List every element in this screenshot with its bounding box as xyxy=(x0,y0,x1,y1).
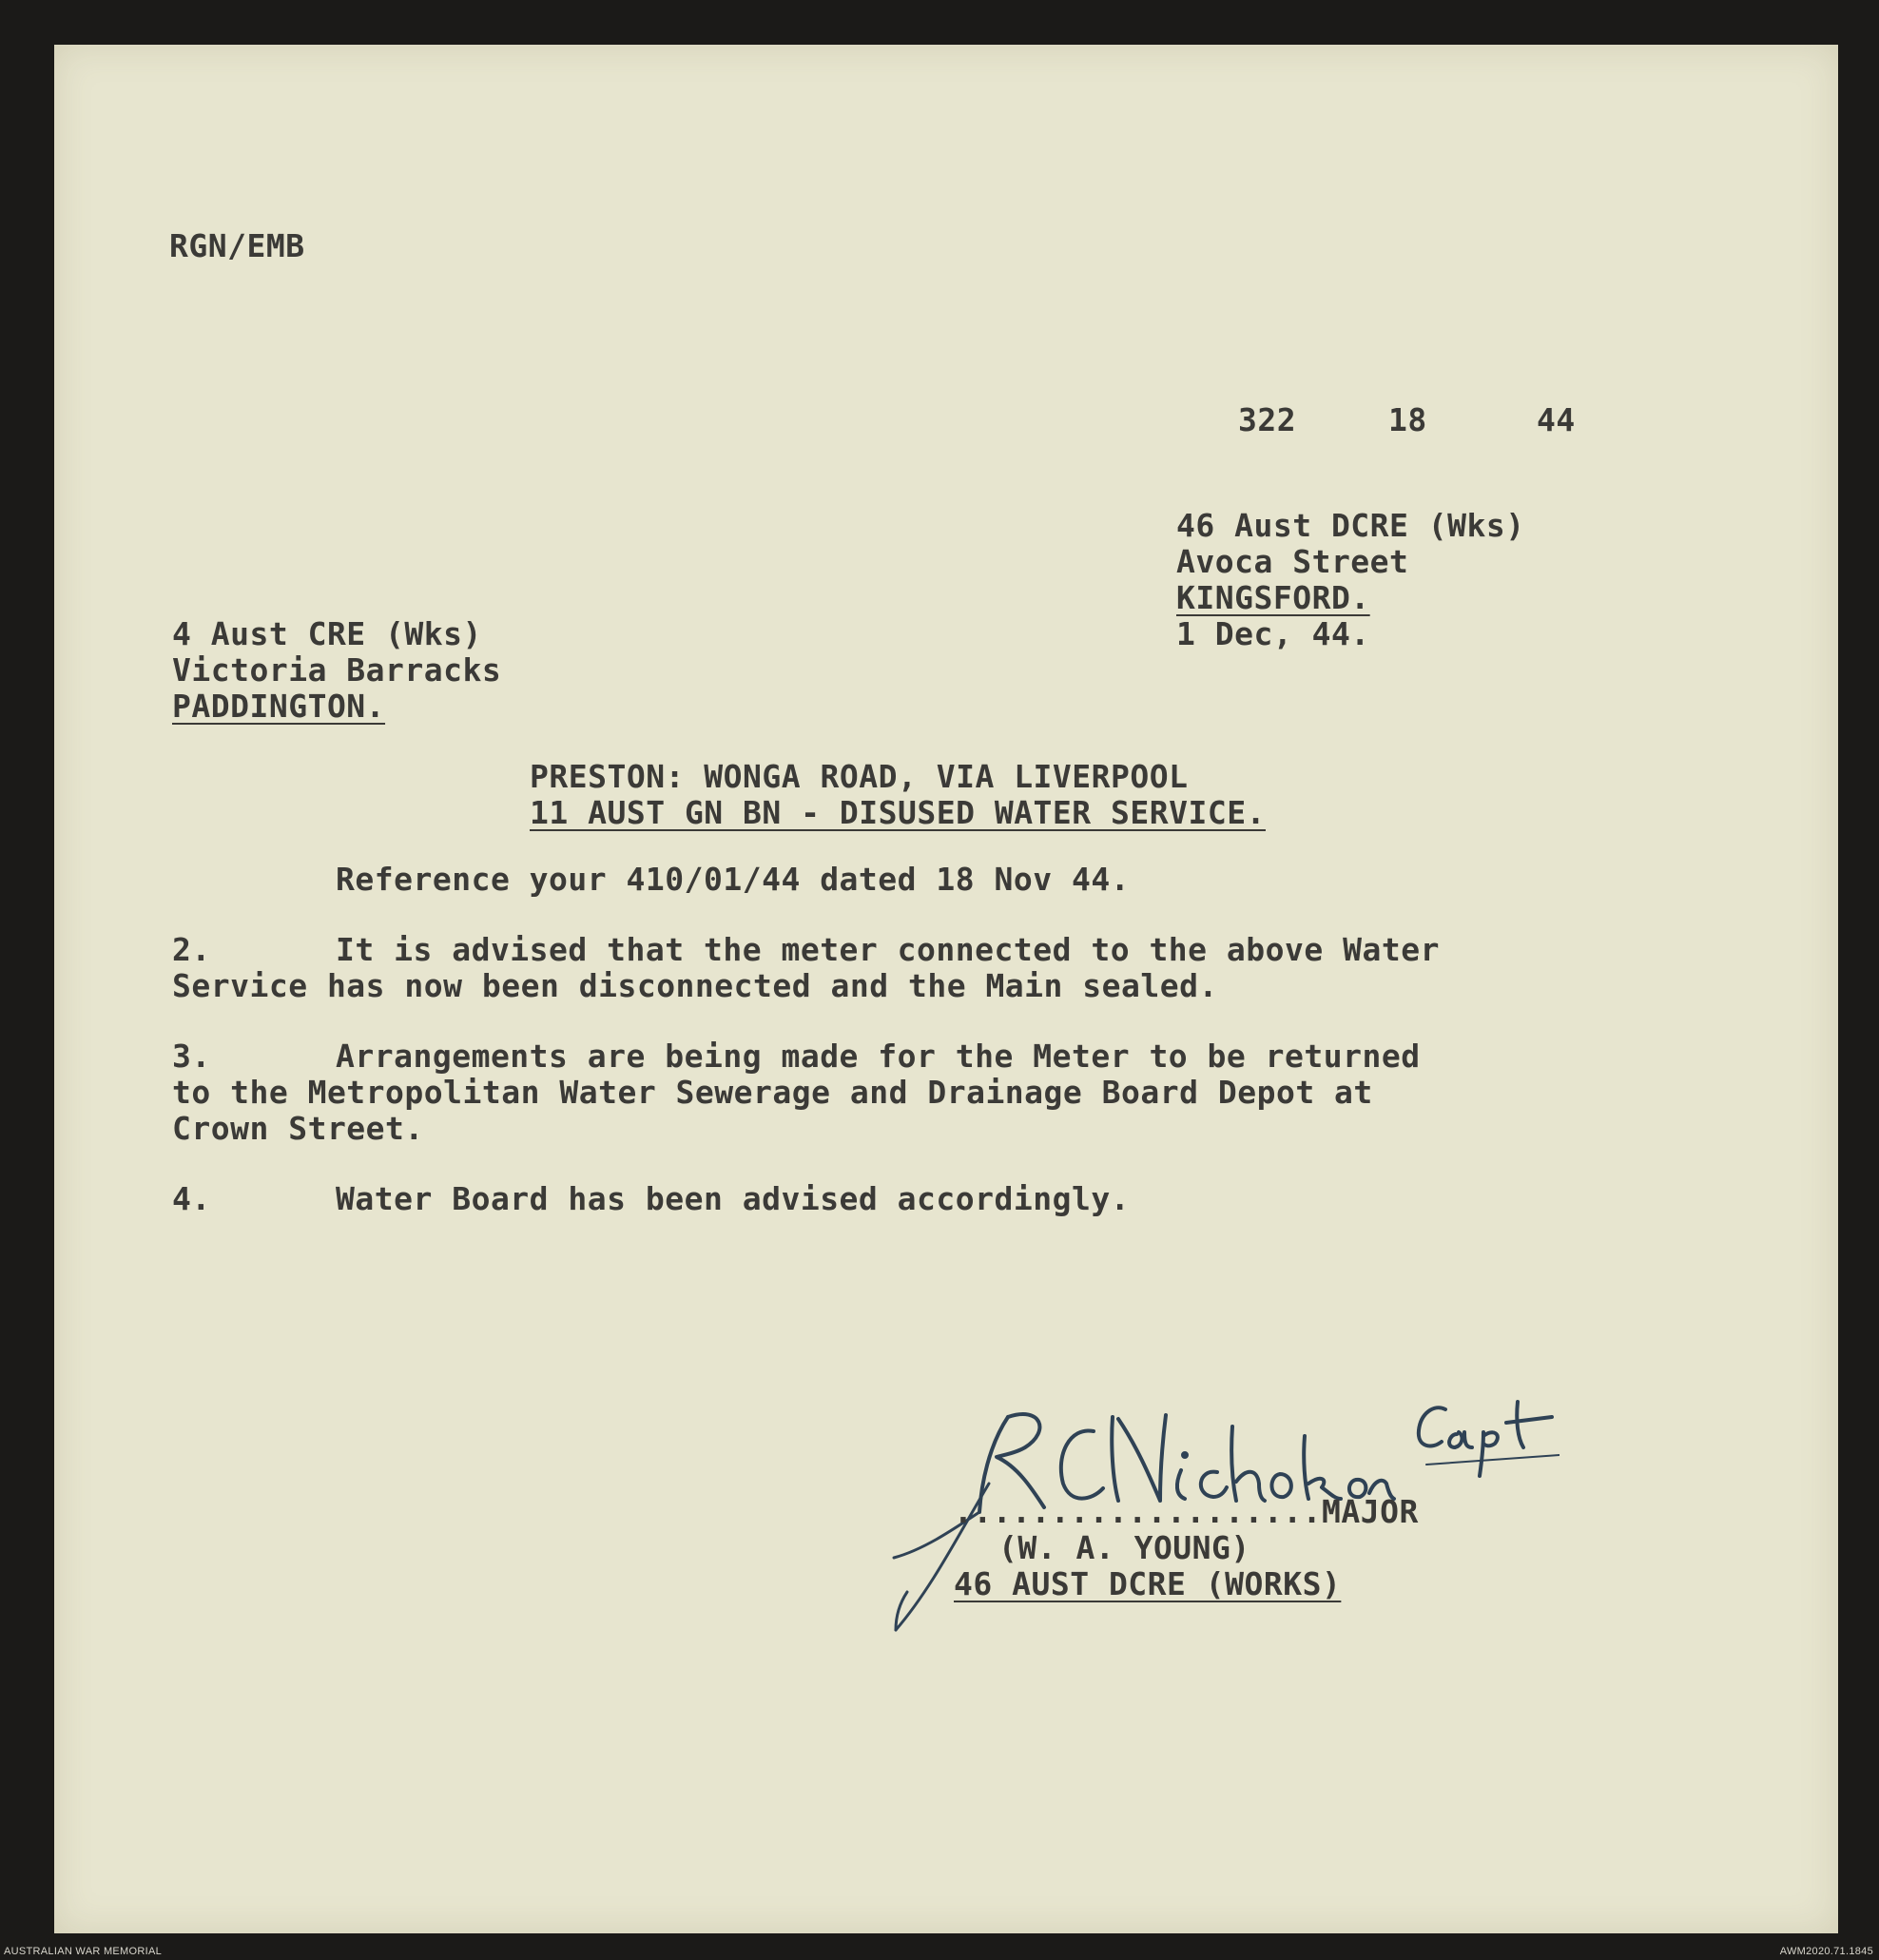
paragraph-4 xyxy=(172,1181,1560,1217)
paragraph-line: Water Board has been advised accordingly. xyxy=(336,1180,1131,1217)
subject-line: 11 AUST GN BN - DISUSED WATER SERVICE. xyxy=(530,794,1266,831)
file-number-part: 18 xyxy=(1388,401,1427,438)
paragraph-2-cont xyxy=(172,968,1560,1004)
paragraph-number: 4. xyxy=(172,1180,211,1217)
paragraph-3-cont xyxy=(172,1111,1560,1147)
paragraph-3 xyxy=(172,1038,1560,1075)
sender-line: 46 Aust DCRE (Wks) xyxy=(1176,507,1525,544)
file-number-part: 44 xyxy=(1537,401,1576,438)
sender-line: Avoca Street xyxy=(1176,543,1409,580)
paragraph-line: Reference your 410/01/44 dated 18 Nov 44. xyxy=(336,861,1131,898)
paragraph-line: Arrangements are being made for the Meter to be returned xyxy=(336,1038,1421,1075)
recipient-line: Victoria Barracks xyxy=(172,651,502,689)
sender-line: KINGSFORD. xyxy=(1176,579,1370,616)
file-number-part: 322 xyxy=(1238,401,1297,438)
signatory-name: (W. A. YOUNG) xyxy=(998,1529,1250,1566)
letter-date: 1 Dec, 44. xyxy=(1176,615,1370,652)
signatory-unit: 46 AUST DCRE (WORKS) xyxy=(954,1565,1342,1602)
paragraph-line: Crown Street. xyxy=(172,1110,424,1147)
paragraph-2 xyxy=(172,932,1560,968)
subject-line: PRESTON: WONGA ROAD, VIA LIVERPOOL xyxy=(530,758,1189,795)
paragraph-line: to the Metropolitan Water Sewerage and Drainage Board Depot at xyxy=(172,1074,1373,1111)
paragraph-1 xyxy=(172,862,1560,898)
footer-left: AUSTRALIAN WAR MEMORIAL xyxy=(4,1946,163,1957)
paragraph-number: 2. xyxy=(172,931,211,968)
reference-initials: RGN/EMB xyxy=(169,227,305,264)
paragraph-line: Service has now been disconnected and the Main sealed. xyxy=(172,967,1218,1004)
paragraph-line: It is advised that the meter connected to the above Water xyxy=(336,931,1440,968)
paragraph-number: 3. xyxy=(172,1038,211,1075)
recipient-line: PADDINGTON. xyxy=(172,688,386,725)
footer-right: AWM2020.71.1845 xyxy=(1779,1946,1873,1957)
recipient-line: 4 Aust CRE (Wks) xyxy=(172,615,482,652)
signature-dots-rank: ...................MAJOR xyxy=(954,1493,1419,1530)
paragraph-3-cont xyxy=(172,1075,1560,1111)
